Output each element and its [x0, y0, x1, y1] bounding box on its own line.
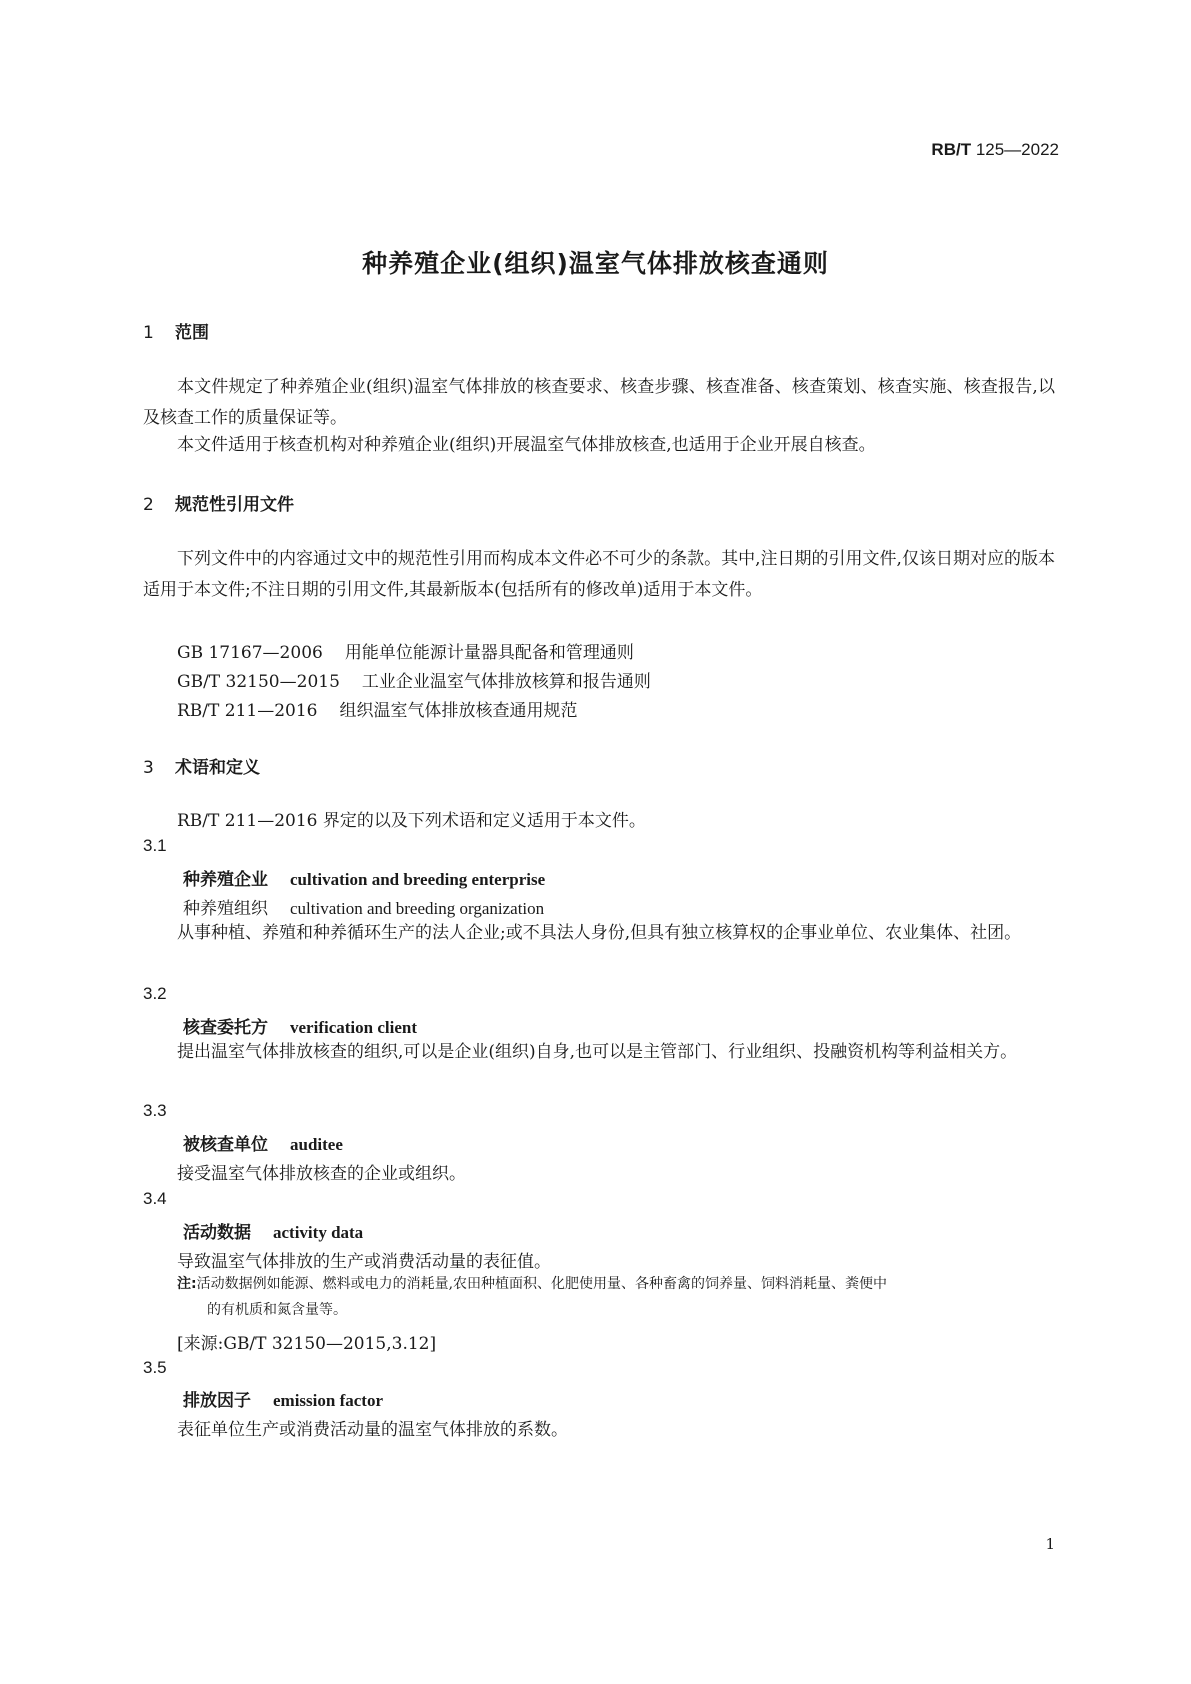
document-code-prefix: RB/T: [931, 140, 972, 159]
reference-code: GB/T 32150—2015: [177, 672, 340, 692]
section-1-heading: [143, 318, 209, 343]
term-english: activity data: [273, 1223, 364, 1242]
section-number: 2: [143, 495, 154, 515]
term-chinese: 排放因子: [183, 1391, 251, 1411]
term-heading: [183, 1218, 363, 1243]
section-2-heading: [143, 490, 294, 515]
term-number: 3.1: [143, 836, 167, 855]
term-source: [来源:GB/T 32150—2015,3.12]: [177, 1334, 437, 1354]
term-number: 3.2: [143, 984, 167, 1003]
term-chinese: 种养殖企业: [183, 870, 268, 890]
term-number: 3.3: [143, 1101, 167, 1120]
section-number: 1: [143, 323, 154, 343]
term-definition: 提出温室气体排放核查的组织,可以是企业(组织)自身,也可以是主管部门、行业组织、投融资机构等利益相关方。: [177, 1042, 1018, 1062]
note-label: 注:: [177, 1276, 197, 1292]
term-number: 3.5: [143, 1358, 167, 1377]
page-title: 种养殖企业(组织)温室气体排放核查通则: [362, 249, 829, 278]
section-1-paragraph-1: 本文件规定了种养殖企业(组织)温室气体排放的核查要求、核查步骤、核查准备、核查策划、核查实施、核查报告,以及核查工作的质量保证等。: [143, 377, 1055, 428]
synonym-chinese: 种养殖组织: [183, 899, 268, 919]
section-1-paragraph-2: 本文件适用于核查机构对种养殖企业(组织)开展温室气体排放核查,也适用于企业开展自核查。: [177, 435, 876, 455]
reference-title: 用能单位能源计量器具配备和管理通则: [344, 643, 634, 663]
reference-code: GB 17167—2006: [177, 643, 323, 663]
section-2-paragraph: 下列文件中的内容通过文中的规范性引用而构成本文件必不可少的条款。其中,注日期的引用文件,仅该日期对应的版本适用于本文件;不注日期的引用文件,其最新版本(包括所有的修改单)适用于本文件。: [143, 549, 1055, 600]
term-note: [177, 1271, 1057, 1323]
term-english: verification client: [290, 1018, 417, 1037]
synonym-english: cultivation and breeding organization: [290, 899, 545, 918]
section-title: 规范性引用文件: [175, 495, 294, 515]
term-synonym: [183, 894, 544, 919]
reference-item: [177, 696, 577, 721]
term-definition: 从事种植、养殖和种养循环生产的法人企业;或不具法人身份,但具有独立核算权的企事业单位、农业集体、社团。: [177, 923, 1022, 943]
reference-title: 组织温室气体排放核查通用规范: [339, 701, 578, 721]
reference-title: 工业企业温室气体排放核算和报告通则: [361, 672, 651, 692]
document-code-number: 125—2022: [971, 140, 1059, 159]
reference-item: [177, 638, 634, 663]
section-number: 3: [143, 758, 154, 778]
term-heading: [183, 1386, 383, 1411]
term-chinese: 活动数据: [183, 1223, 251, 1243]
term-english: emission factor: [273, 1391, 384, 1410]
section-title: 范围: [175, 323, 209, 343]
term-heading: [183, 1130, 343, 1155]
note-text-continued: 的有机质和氮含量等。: [207, 1302, 347, 1318]
section-title: 术语和定义: [175, 758, 260, 778]
term-definition: 接受温室气体排放核查的企业或组织。: [177, 1164, 466, 1184]
reference-code: RB/T 211—2016: [177, 701, 318, 721]
reference-item: [177, 667, 651, 692]
section-3-intro: RB/T 211—2016 界定的以及下列术语和定义适用于本文件。: [177, 811, 646, 831]
page-number: 1: [1045, 1535, 1055, 1553]
term-english: auditee: [290, 1135, 343, 1154]
term-chinese: 核查委托方: [183, 1018, 268, 1038]
note-text: 活动数据例如能源、燃料或电力的消耗量,农田种植面积、化肥使用量、各种畜禽的饲养量、饲料消耗量、粪便中: [196, 1276, 888, 1292]
term-chinese: 被核查单位: [183, 1135, 268, 1155]
term-heading: [183, 865, 545, 890]
term-number: 3.4: [143, 1189, 167, 1208]
term-definition: 表征单位生产或消费活动量的温室气体排放的系数。: [177, 1420, 568, 1440]
term-english: cultivation and breeding enterprise: [290, 870, 546, 889]
document-code: [931, 140, 1059, 160]
section-3-heading: [143, 753, 260, 778]
term-definition: 导致温室气体排放的生产或消费活动量的表征值。: [177, 1252, 551, 1272]
term-heading: [183, 1013, 417, 1038]
